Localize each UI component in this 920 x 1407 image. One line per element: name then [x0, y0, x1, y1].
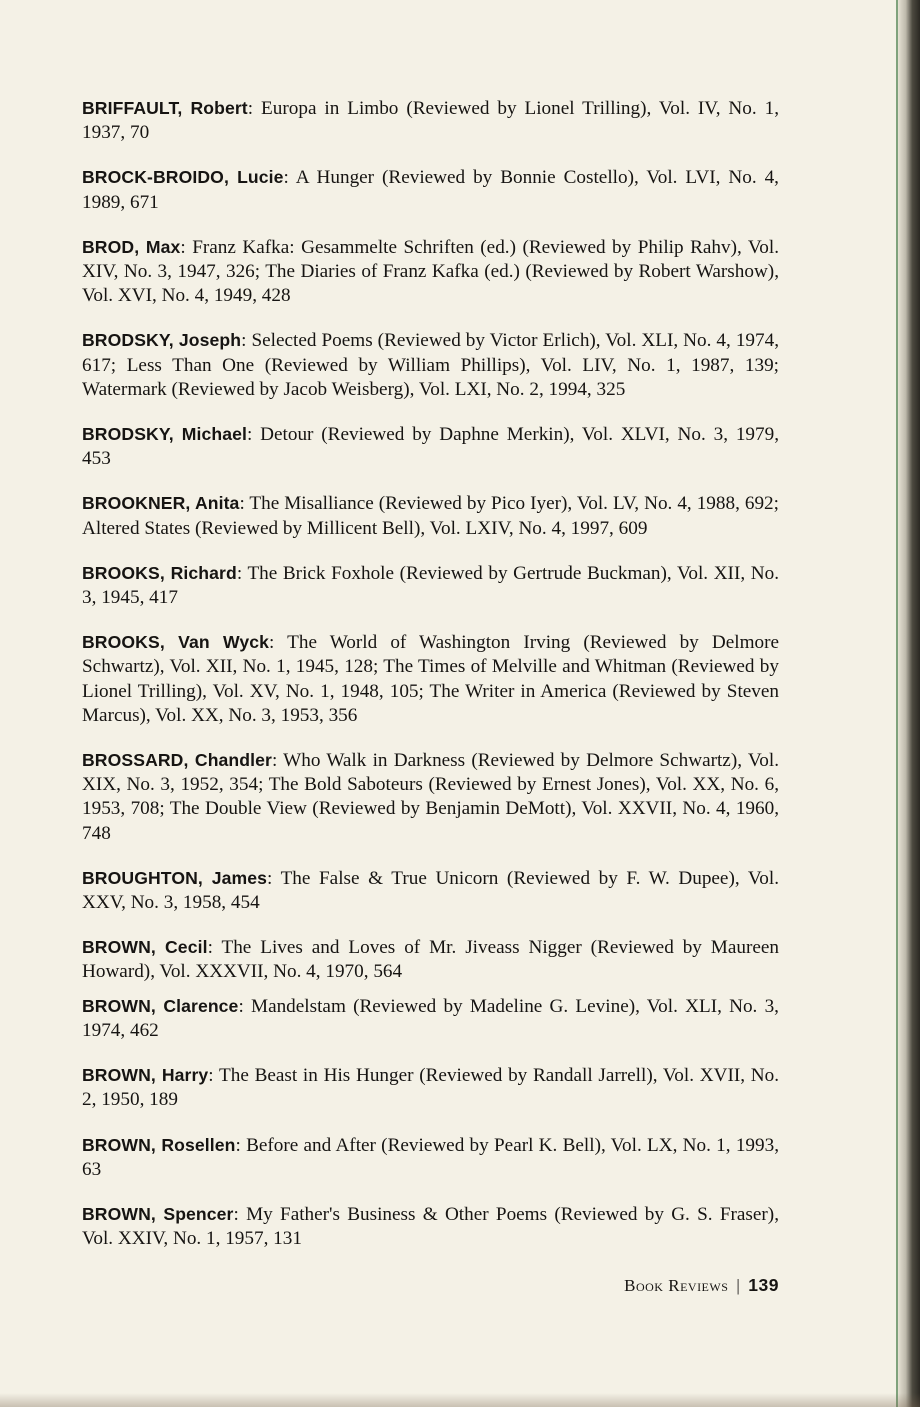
entry-text: Who Walk in Darkness (Reviewed by Delmore Schwartz), Vol. XIX, No. 3, 1952, 354; The Bold Saboteurs (Reviewed by Ernest Jones), Vol. XX, No. 6, 1953, 708; The Double View (Reviewed by Benjamin DeMott), Vol. XXVII, No. 4, 1960, 748	[82, 750, 779, 844]
page-binding-line	[896, 0, 898, 1407]
entry-author: BROOKNER, Anita	[82, 493, 240, 514]
entry-author: BROCK-BROIDO, Lucie	[82, 167, 284, 188]
entry-colon: :	[269, 632, 288, 654]
section-title: Book Reviews	[624, 1276, 729, 1295]
index-entry	[82, 561, 779, 610]
entry-colon: :	[207, 937, 222, 959]
entry-author: BROWN, Rosellen	[82, 1134, 236, 1155]
entry-text: The False & True Unicorn (Reviewed by F. W. Dupee), Vol. XXV, No. 3, 1958, 454	[82, 867, 779, 914]
page-bottom-shadow	[0, 1393, 920, 1407]
index-entry	[82, 748, 779, 846]
entry-colon: :	[247, 98, 262, 119]
review-index-list	[82, 96, 779, 1251]
entry-text: Detour (Reviewed by Daphne Merkin), Vol. XLVI, No. 3, 1979, 453	[82, 424, 779, 470]
index-entry	[82, 630, 779, 728]
index-entry	[82, 165, 779, 214]
entry-author: BROOKS, Van Wyck	[82, 632, 270, 653]
entry-colon: :	[271, 750, 284, 772]
entry-text: My Father's Business & Other Poems (Reviewed by G. S. Fraser), Vol. XXIV, No. 1, 1957, 131	[82, 1203, 779, 1250]
entry-author: BROWN, Spencer	[82, 1203, 234, 1224]
index-entry	[82, 935, 779, 984]
footer-separator: |	[736, 1276, 741, 1295]
entry-author: BRODSKY, Michael	[82, 424, 247, 445]
entry-text: Franz Kafka: Gesammelte Schriften (ed.) (Reviewed by Philip Rahv), Vol. XIV, No. 3, 1947, 326; The Diaries of Franz Kafka (ed.) (Reviewed by Robert Warshow), Vol. XVI, No. 4, 1949, 428	[82, 236, 779, 307]
entry-author: BROD, Max	[82, 236, 181, 257]
index-entry	[82, 96, 779, 145]
index-entry	[82, 491, 779, 540]
entry-author: BROWN, Clarence	[82, 995, 239, 1016]
entry-colon: :	[233, 1203, 247, 1225]
page-footer	[82, 1275, 779, 1296]
index-entry	[82, 328, 779, 402]
index-entry	[82, 1133, 779, 1182]
entry-author: BROOKS, Richard	[82, 562, 237, 583]
index-entry	[82, 422, 779, 471]
entry-text: The Lives and Loves of Mr. Jiveass Nigger (Reviewed by Maureen Howard), Vol. XXXVII, No. 4, 1970, 564	[82, 937, 779, 983]
index-entry	[82, 866, 779, 915]
entry-text: Selected Poems (Reviewed by Victor Erlich), Vol. XLI, No. 4, 1974, 617; Less Than One (Reviewed by William Phillips), Vol. LIV, No. 1, 1987, 139; Watermark (Reviewed by Jacob Weisberg), Vol. LXI, No. 2, 1994, 325	[82, 330, 779, 400]
entry-text: The Beast in His Hunger (Reviewed by Randall Jarrell), Vol. XVII, No. 2, 1950, 189	[82, 1065, 780, 1111]
page-edge-shadow	[898, 0, 920, 1407]
entry-text: Before and After (Reviewed by Pearl K. Bell), Vol. LX, No. 1, 1993, 63	[82, 1134, 779, 1180]
entry-colon: :	[266, 867, 281, 889]
entry-colon: :	[283, 167, 296, 189]
index-entry	[82, 235, 779, 309]
entry-text: Mandelstam (Reviewed by Madeline G. Levine), Vol. XLI, No. 3, 1974, 462	[82, 995, 779, 1041]
index-entry	[82, 994, 779, 1043]
entry-author: BROSSARD, Chandler	[82, 750, 272, 771]
entry-text: A Hunger (Reviewed by Bonnie Costello), Vol. LVI, No. 4, 1989, 671	[82, 167, 779, 213]
entry-colon: :	[208, 1065, 220, 1087]
entry-text: The Misalliance (Reviewed by Pico Iyer), Vol. LV, No. 4, 1988, 692; Altered States (Reviewed by Millicent Bell), Vol. LXIV, No. 4, 1997, 609	[82, 493, 779, 539]
entry-colon: :	[235, 1134, 247, 1156]
entry-colon: :	[180, 236, 193, 258]
entry-colon: :	[238, 995, 252, 1017]
index-entry	[82, 1202, 779, 1251]
entry-text: The Brick Foxhole (Reviewed by Gertrude Buckman), Vol. XII, No. 3, 1945, 417	[82, 562, 779, 609]
entry-author: BRODSKY, Joseph	[82, 330, 242, 351]
entry-author: BROWN, Cecil	[82, 937, 208, 958]
entry-text: Europa in Limbo (Reviewed by Lionel Trilling), Vol. IV, No. 1, 1937, 70	[82, 98, 779, 144]
entry-author: BROUGHTON, James	[82, 867, 267, 888]
entry-author: BRIFFAULT, Robert	[82, 98, 248, 118]
entry-colon: :	[239, 493, 250, 515]
page-number: 139	[748, 1275, 779, 1295]
index-entry	[82, 1063, 779, 1112]
entry-colon: :	[241, 330, 252, 352]
entry-text: The World of Washington Irving (Reviewed by Delmore Schwartz), Vol. XII, No. 1, 1945, 128; The Times of Melville and Whitman (Reviewed by Lionel Trilling), Vol. XV, No. 1, 1948, 105; The Writer in America (Reviewed by Steven Marcus), Vol. XX, No. 3, 1953, 356	[82, 632, 779, 726]
entry-author: BROWN, Harry	[82, 1065, 209, 1086]
entry-colon: :	[236, 562, 248, 584]
entry-colon: :	[246, 424, 261, 446]
